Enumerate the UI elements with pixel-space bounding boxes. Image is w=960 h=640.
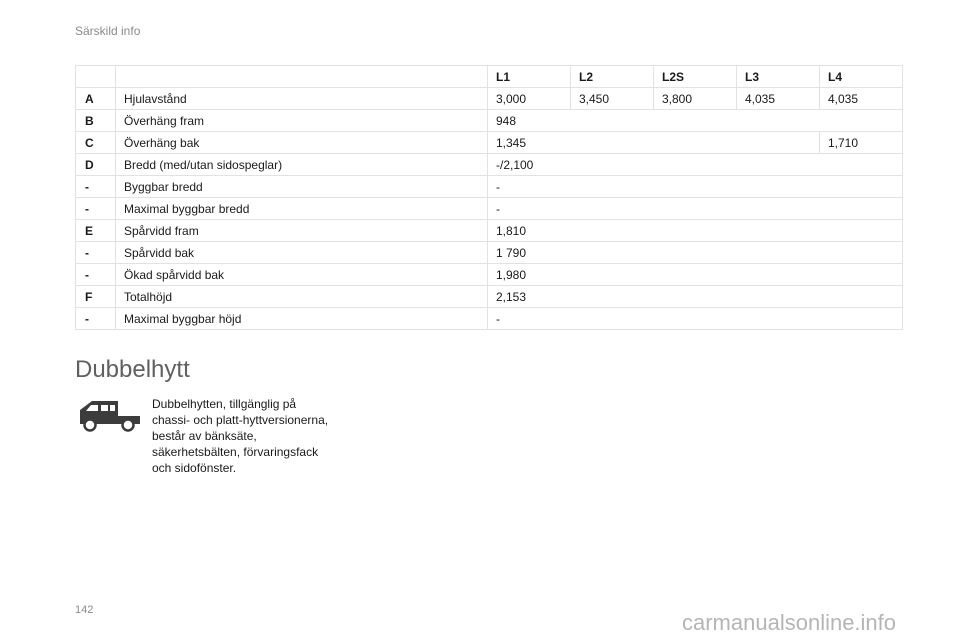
row-label: Byggbar bredd: [116, 176, 488, 198]
row-label: Totalhöjd: [116, 286, 488, 308]
row-code: -: [76, 198, 116, 220]
running-header: Särskild info: [75, 24, 141, 38]
row-label: Överhäng bak: [116, 132, 488, 154]
table-row: [76, 220, 903, 242]
row-value: 3,800: [654, 88, 737, 110]
header-empty-cell: [116, 66, 488, 88]
table-row: [76, 132, 903, 154]
row-label: Ökad spårvidd bak: [116, 264, 488, 286]
row-code: F: [76, 286, 116, 308]
row-code: -: [76, 264, 116, 286]
header-empty-cell: [76, 66, 116, 88]
row-label: Maximal byggbar höjd: [116, 308, 488, 330]
table-row: [76, 286, 903, 308]
table-row: [76, 88, 903, 110]
row-value: -/2,100: [488, 154, 903, 176]
column-header: L2S: [654, 66, 737, 88]
column-header: L1: [488, 66, 571, 88]
row-code: B: [76, 110, 116, 132]
section-description: [152, 396, 342, 476]
row-label: Spårvidd bak: [116, 242, 488, 264]
table-row: [76, 198, 903, 220]
description-line: består av bänksäte,: [152, 429, 257, 443]
row-label: Överhäng fram: [116, 110, 488, 132]
table-header-row: [76, 66, 903, 88]
row-value: 1,980: [488, 264, 903, 286]
row-value: 2,153: [488, 286, 903, 308]
row-label: Hjulavstånd: [116, 88, 488, 110]
row-value: 1 790: [488, 242, 903, 264]
row-value: -: [488, 176, 903, 198]
description-line: Dubbelhytten, tillgänglig på: [152, 397, 297, 411]
row-code: A: [76, 88, 116, 110]
row-value: 1,710: [820, 132, 903, 154]
description-line: och sidofönster.: [152, 461, 237, 475]
row-value: 4,035: [737, 88, 820, 110]
column-header: L3: [737, 66, 820, 88]
row-code: -: [76, 308, 116, 330]
row-value: 4,035: [820, 88, 903, 110]
table-row: [76, 308, 903, 330]
row-value: 3,450: [571, 88, 654, 110]
row-label: Maximal byggbar bredd: [116, 198, 488, 220]
dimensions-table: [75, 65, 903, 330]
table-row: [76, 176, 903, 198]
row-code: D: [76, 154, 116, 176]
row-label: Spårvidd fram: [116, 220, 488, 242]
row-value: 1,345: [488, 132, 820, 154]
row-code: C: [76, 132, 116, 154]
description-line: chassi- och platt-hyttversionerna,: [152, 413, 329, 427]
row-value: -: [488, 308, 903, 330]
column-header: L4: [820, 66, 903, 88]
table-row: [76, 154, 903, 176]
section-title: Dubbelhytt: [75, 356, 190, 383]
double-cab-truck-icon: [78, 398, 142, 432]
row-code: -: [76, 242, 116, 264]
table-row: [76, 264, 903, 286]
row-value: 3,000: [488, 88, 571, 110]
row-label: Bredd (med/utan sidospeglar): [116, 154, 488, 176]
row-code: E: [76, 220, 116, 242]
row-value: 1,810: [488, 220, 903, 242]
table-row: [76, 242, 903, 264]
row-value: 948: [488, 110, 903, 132]
page-number: 142: [75, 604, 94, 616]
row-code: -: [76, 176, 116, 198]
watermark: carmanualsonline.info: [682, 610, 897, 635]
description-line: säkerhetsbälten, förvaringsfack: [152, 445, 319, 459]
column-header: L2: [571, 66, 654, 88]
row-value: -: [488, 198, 903, 220]
table-row: [76, 110, 903, 132]
